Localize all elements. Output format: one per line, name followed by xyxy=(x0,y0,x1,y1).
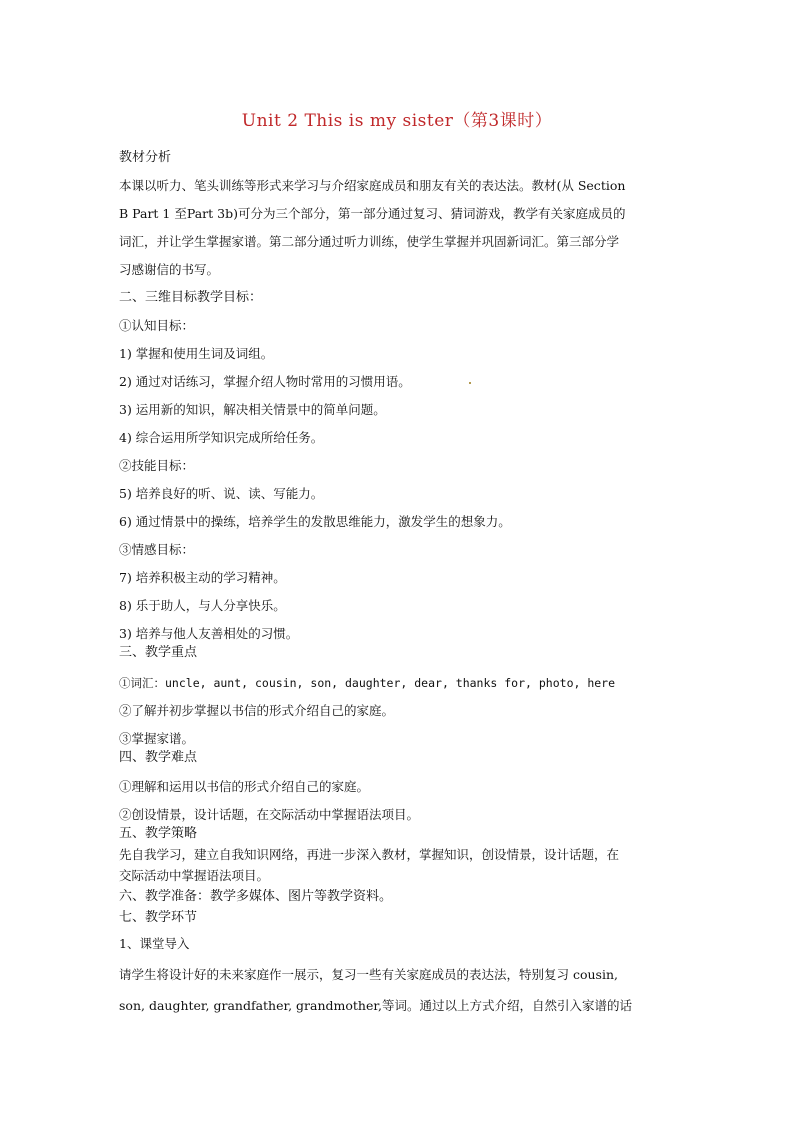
section-heading: 二、三维目标教学目标： xyxy=(119,290,263,305)
sub-heading: ③情感目标： xyxy=(119,542,195,557)
paragraph-line: 习感谢信的书写。 xyxy=(119,262,220,277)
list-item: 4) 综合运用所学知识完成所给任务。 xyxy=(119,430,324,445)
list-item: 3) 运用新的知识，解决相关情景中的简单问题。 xyxy=(119,402,386,417)
paragraph-line: B Part 1 至Part 3b)可分为三个部分，第一部分通过复习、猜词游戏，教学有关家庭成员的 xyxy=(119,206,626,221)
paragraph-line: 交际活动中掌握语法项目。 xyxy=(119,868,270,883)
list-item: 2) 通过对话练习，掌握介绍人物时常用的习惯用语。 xyxy=(119,374,411,389)
section-heading: 六、教学准备：教学多媒体、图片等教学资料。 xyxy=(119,889,393,904)
section-heading: 七、教学环节 xyxy=(119,910,198,925)
list-item: 8) 乐于助人，与人分享快乐。 xyxy=(119,598,286,613)
list-item: 5) 培养良好的听、说、读、写能力。 xyxy=(119,486,324,501)
list-item: ③掌握家谱。 xyxy=(119,731,195,746)
list-item: 1) 掌握和使用生词及词组。 xyxy=(119,346,274,361)
list-item: 7) 培养积极主动的学习精神。 xyxy=(119,570,286,585)
list-item: ②了解并初步掌握以书信的形式介绍自己的家庭。 xyxy=(119,703,395,718)
section-heading: 教材分析 xyxy=(119,150,172,165)
page-title: Unit 2 This is my sister（第3课时） xyxy=(241,111,553,131)
sub-heading: ②技能目标： xyxy=(119,458,195,473)
sub-heading: ①认知目标： xyxy=(119,318,195,333)
section-heading: 五、教学策略 xyxy=(119,826,198,841)
paragraph-line: 本课以听力、笔头训练等形式来学习与介绍家庭成员和朋友有关的表达法。教材(从 Section xyxy=(119,178,626,193)
list-item: ②创设情景，设计话题，在交际活动中掌握语法项目。 xyxy=(119,807,420,822)
paragraph-line: 先自我学习，建立自我知识网络，再进一步深入教材，掌握知识，创设情景，设计话题，在 xyxy=(119,847,620,862)
list-item: ①理解和运用以书信的形式介绍自己的家庭。 xyxy=(119,779,370,794)
list-item: 6) 通过情景中的操练，培养学生的发散思维能力，激发学生的想象力。 xyxy=(119,514,511,529)
stray-mark xyxy=(469,382,471,384)
sub-heading: 1、课堂导入 xyxy=(119,936,190,951)
paragraph-line: 请学生将设计好的未来家庭作一展示，复习一些有关家庭成员的表达法，特别复习 cousin, xyxy=(119,967,618,982)
section-heading: 四、教学难点 xyxy=(119,750,198,765)
paragraph-line: 词汇，并让学生掌握家谱。第二部分通过听力训练，使学生掌握并巩固新词汇。第三部分学 xyxy=(119,234,620,249)
vocabulary-line: ①词汇：uncle, aunt, cousin, son, daughter, dear, thanks for, photo, here xyxy=(119,676,616,690)
list-item: 3) 培养与他人友善相处的习惯。 xyxy=(119,626,299,641)
section-heading: 三、教学重点 xyxy=(119,645,198,660)
paragraph-line: son, daughter, grandfather, grandmother,等词。通过以上方式介绍，自然引入家谱的话 xyxy=(119,998,632,1013)
